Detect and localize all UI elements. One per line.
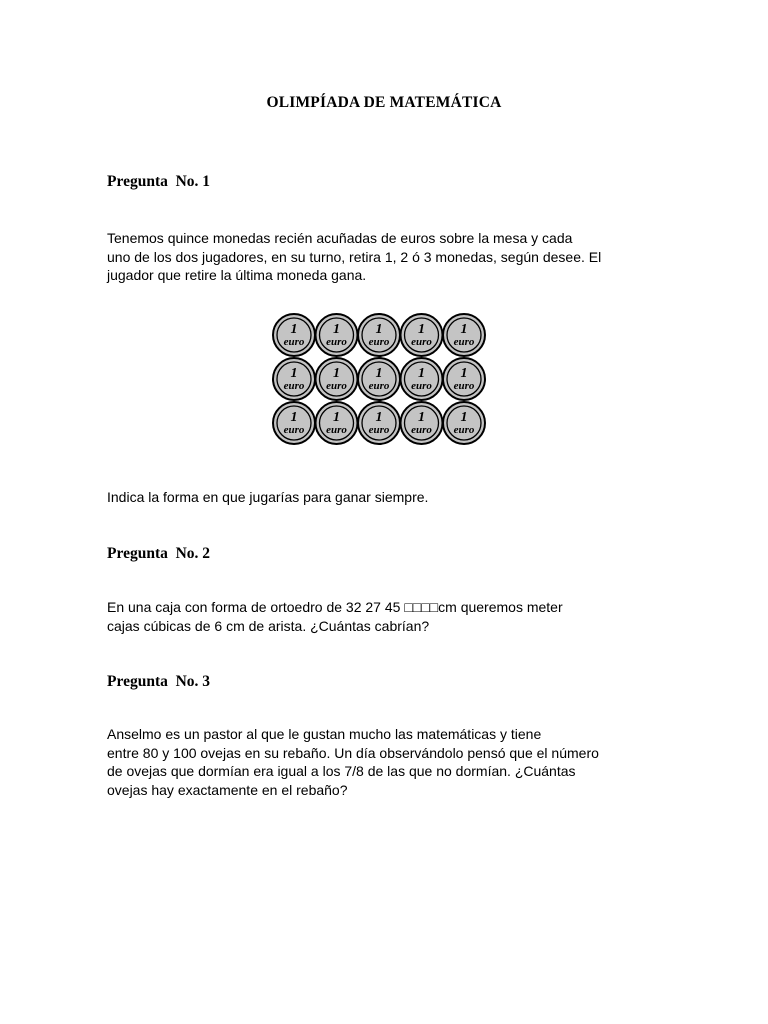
euro-coin (273, 358, 315, 400)
svg-text:1: 1 (375, 322, 383, 337)
svg-text:euro: euro (453, 424, 475, 436)
svg-text:1: 1 (290, 410, 298, 425)
svg-text:euro: euro (368, 424, 390, 436)
svg-text:1: 1 (460, 322, 468, 337)
euro-coin (358, 358, 400, 400)
svg-text:1: 1 (333, 410, 340, 425)
svg-text:euro: euro (283, 424, 305, 436)
question-2-line: cajas cúbicas de 6 cm de arista. ¿Cuántas cabrían? (107, 617, 430, 634)
document-title: OLIMPÍADA DE MATEMÁTICA (266, 94, 502, 111)
svg-text:euro: euro (368, 380, 390, 392)
svg-text:1: 1 (460, 366, 468, 381)
euro-coin (316, 314, 358, 356)
svg-text:euro: euro (453, 336, 475, 348)
svg-text:1: 1 (290, 366, 298, 381)
euro-coin (401, 402, 443, 444)
euro-coin (358, 314, 400, 356)
euro-coin (443, 314, 485, 356)
question-1-followup (107, 488, 667, 507)
svg-text:1: 1 (460, 410, 468, 425)
svg-text:1: 1 (418, 366, 425, 381)
svg-text:euro: euro (368, 336, 390, 348)
question-3-line: Anselmo es un pastor al que le gustan mucho las matemáticas y tiene (107, 726, 542, 742)
svg-text:euro: euro (411, 336, 432, 348)
svg-text:euro: euro (326, 424, 347, 436)
svg-text:1: 1 (333, 322, 340, 337)
svg-text:euro: euro (283, 380, 305, 392)
svg-text:euro: euro (326, 336, 347, 348)
svg-text:1: 1 (290, 322, 298, 337)
svg-text:1: 1 (418, 410, 425, 425)
euro-coin (443, 358, 485, 400)
svg-text:1: 1 (418, 322, 425, 337)
euro-coin (273, 314, 315, 356)
question-3-line: de ovejas que dormían era igual a los 7/8 de las que no dormían. ¿Cuántas (107, 763, 576, 779)
question-1-heading: Pregunta No. 1 (107, 173, 211, 190)
svg-text:euro: euro (411, 380, 432, 392)
question-1-line: jugador que retire la última moneda gana. (107, 267, 367, 283)
question-2-heading: Pregunta No. 2 (107, 545, 211, 562)
question-1-line: Tenemos quince monedas recién acuñadas de euros sobre la mesa y cada (107, 230, 573, 246)
euro-coin (358, 402, 400, 444)
question-3-heading: Pregunta No. 3 (107, 673, 211, 690)
svg-text:1: 1 (333, 366, 340, 381)
euro-coin (273, 402, 315, 444)
euro-coin (316, 358, 358, 400)
question-1-line: uno de los dos jugadores, en su turno, retira 1, 2 ó 3 monedas, según desee. El (107, 248, 602, 265)
svg-text:1: 1 (375, 410, 383, 425)
question-3-text (107, 725, 667, 799)
euro-coin (401, 358, 443, 400)
question-2-text (107, 598, 667, 635)
euro-coin (316, 402, 358, 444)
question-2-line: En una caja con forma de ortoedro de 32 27 45 □□□□cm queremos meter (107, 599, 563, 615)
question-1-text (107, 229, 667, 285)
svg-text:euro: euro (411, 424, 432, 436)
question-1-followup-line: Indica la forma en que jugarías para ganar siempre. (107, 489, 429, 505)
svg-text:euro: euro (326, 380, 347, 392)
euro-coin (401, 314, 443, 356)
svg-text:euro: euro (453, 380, 475, 392)
question-3-line: ovejas hay exactamente en el rebaño? (107, 781, 348, 798)
euro-coin (443, 402, 485, 444)
svg-text:1: 1 (375, 366, 383, 381)
svg-text:euro: euro (283, 336, 305, 348)
question-3-line: entre 80 y 100 ovejas en su rebaño. Un día observándolo pensó que el número (107, 744, 599, 761)
euro-coins-illustration (272, 312, 488, 446)
